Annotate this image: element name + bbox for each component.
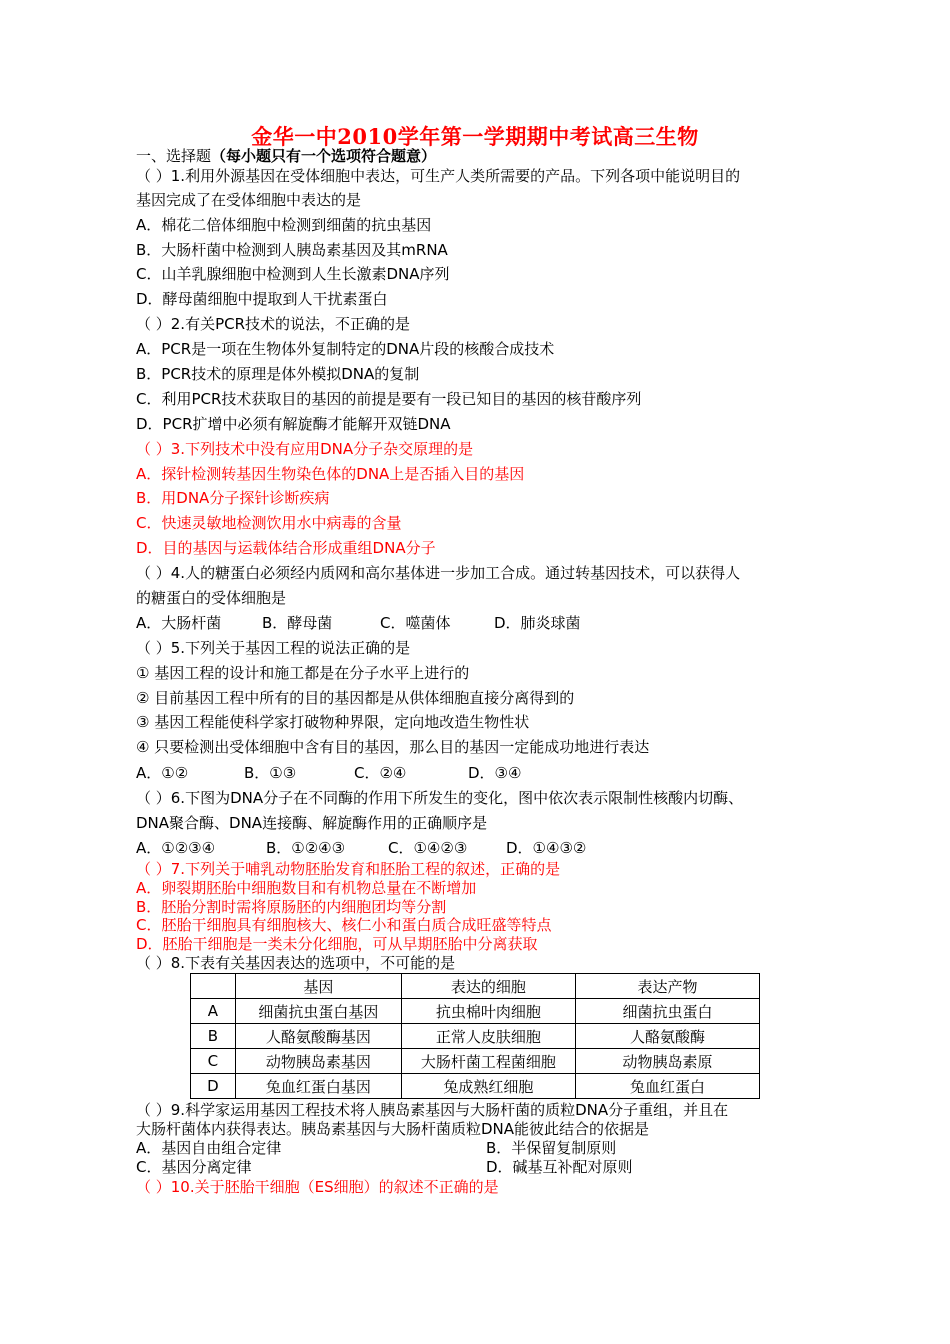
table-cell: C — [191, 1049, 236, 1074]
table-cell: A — [191, 999, 236, 1024]
q1-option-a: A．棉花二倍体细胞中检测到细菌的抗虫基因 — [136, 216, 432, 234]
section-label: 一、选择题 — [136, 147, 212, 165]
table-cell: 动物胰岛素原 — [575, 1049, 759, 1074]
table-cell: D — [191, 1074, 236, 1099]
q7-option-d: D．胚胎干细胞是一类未分化细胞，可从早期胚胎中分离获取 — [136, 935, 538, 953]
q2-stem: （ ）2.有关PCR技术的说法，不正确的是 — [136, 315, 411, 333]
q5-statement-2: ② 目前基因工程中所有的目的基因都是从供体细胞直接分离得到的 — [136, 689, 575, 707]
table-cell: 抗虫棉叶肉细胞 — [401, 999, 575, 1024]
table-cell: 细菌抗虫蛋白基因 — [235, 999, 401, 1024]
q7-option-b: B．胚胎分割时需将原肠胚的内细胞团均等分割 — [136, 898, 447, 916]
q6-option-a: A．①②③④ — [136, 839, 216, 857]
q4-option-d: D．肺炎球菌 — [494, 614, 581, 632]
q2-option-b: B．PCR技术的原理是体外模拟DNA的复制 — [136, 365, 420, 383]
q6-option-d: D．①④③② — [506, 839, 587, 857]
q9-stem-line1: （ ）9.科学家运用基因工程技术将人胰岛素基因与大肠杆菌的质粒DNA分子重组，并且在 — [136, 1101, 729, 1119]
q4-option-a: A．大肠杆菌 — [136, 614, 222, 632]
q2-option-a: A．PCR是一项在生物体外复制特定的DNA片段的核酸合成技术 — [136, 340, 555, 358]
table-cell: 大肠杆菌工程菌细胞 — [401, 1049, 575, 1074]
q4-stem-line2: 的糖蛋白的受体细胞是 — [136, 589, 287, 607]
q1-option-b: B．大肠杆菌中检测到人胰岛素基因及其mRNA — [136, 241, 448, 259]
table-row — [191, 1049, 760, 1074]
q5-option-b: B．①③ — [244, 764, 297, 782]
table-header-cell: 表达产物 — [575, 974, 759, 999]
q9-stem-line2: 大肠杆菌体内获得表达。胰岛素基因与大肠杆菌质粒DNA能彼此结合的依据是 — [136, 1120, 650, 1138]
q10-stem: （ ）10.关于胚胎干细胞（ES细胞）的叙述不正确的是 — [136, 1178, 499, 1196]
section-note: （每小题只有一个选项符合题意） — [211, 147, 437, 165]
q5-stem: （ ）5.下列关于基因工程的说法正确的是 — [136, 639, 411, 657]
page-title: 金华一中2010学年第一学期期中考试高三生物 — [251, 124, 699, 149]
table-cell: 细菌抗虫蛋白 — [575, 999, 759, 1024]
q9-option-c: C．基因分离定律 — [136, 1158, 252, 1176]
q1-stem-line2: 基因完成了在受体细胞中表达的是 — [136, 191, 362, 209]
q6-stem-line2: DNA聚合酶、DNA连接酶、解旋酶作用的正确顺序是 — [136, 814, 488, 832]
q1-option-d: D．酵母菌细胞中提取到人干扰素蛋白 — [136, 290, 388, 308]
q2-option-c: C．利用PCR技术获取目的基因的前提是要有一段已知目的基因的核苷酸序列 — [136, 390, 642, 408]
table-cell: 人酪氨酸酶 — [575, 1024, 759, 1049]
table-cell: 兔血红蛋白 — [575, 1074, 759, 1099]
q3-option-c: C．快速灵敏地检测饮用水中病毒的含量 — [136, 514, 402, 532]
q6-stem-line1: （ ）6.下图为DNA分子在不同酶的作用下所发生的变化，图中依次表示限制性核酸内切酶、 — [136, 789, 744, 807]
table-header-cell: 基因 — [235, 974, 401, 999]
q8-stem: （ ）8.下表有关基因表达的选项中，不可能的是 — [136, 954, 456, 972]
q3-option-a: A．探针检测转基因生物染色体的DNA上是否插入目的基因 — [136, 465, 525, 483]
q5-statement-3: ③ 基因工程能使科学家打破物种界限，定向地改造生物性状 — [136, 713, 530, 731]
q1-option-c: C．山羊乳腺细胞中检测到人生长激素DNA序列 — [136, 265, 450, 283]
table-cell: 兔血红蛋白基因 — [235, 1074, 401, 1099]
q3-option-d: D．目的基因与运载体结合形成重组DNA分子 — [136, 539, 436, 557]
table-row — [191, 1074, 760, 1099]
q2-option-d: D．PCR扩增中必须有解旋酶才能解开双链DNA — [136, 415, 451, 433]
table-header-row — [191, 974, 760, 999]
q5-option-d: D．③④ — [468, 764, 522, 782]
q4-option-c: C．噬菌体 — [380, 614, 451, 632]
table-cell: B — [191, 1024, 236, 1049]
gene-expression-table — [190, 973, 760, 1099]
table-row — [191, 999, 760, 1024]
table-cell: 动物胰岛素基因 — [235, 1049, 401, 1074]
q1-stem-line1: （ ）1.利用外源基因在受体细胞中表达，可生产人类所需要的产品。下列各项中能说明目的 — [136, 167, 741, 185]
table-header-cell: 表达的细胞 — [401, 974, 575, 999]
q3-option-b: B．用DNA分子探针诊断疾病 — [136, 489, 330, 507]
q5-statement-1: ① 基因工程的设计和施工都是在分子水平上进行的 — [136, 664, 470, 682]
q7-stem: （ ）7.下列关于哺乳动物胚胎发育和胚胎工程的叙述，正确的是 — [136, 860, 561, 878]
q9-option-d: D．碱基互补配对原则 — [486, 1158, 633, 1176]
section-heading — [136, 146, 436, 166]
table-cell: 兔成熟红细胞 — [401, 1074, 575, 1099]
q9-option-b: B．半保留复制原则 — [486, 1139, 617, 1157]
q5-option-a: A．①② — [136, 764, 189, 782]
q5-option-c: C．②④ — [354, 764, 407, 782]
q5-statement-4: ④ 只要检测出受体细胞中含有目的基因，那么目的基因一定能成功地进行表达 — [136, 738, 650, 756]
table-row — [191, 1024, 760, 1049]
q7-option-a: A．卵裂期胚胎中细胞数目和有机物总量在不断增加 — [136, 879, 477, 897]
q9-option-a: A．基因自由组合定律 — [136, 1139, 282, 1157]
table-cell: 人酪氨酸酶基因 — [235, 1024, 401, 1049]
q6-option-b: B．①②④③ — [266, 839, 346, 857]
table-header-cell — [191, 974, 236, 999]
q6-option-c: C．①④②③ — [388, 839, 468, 857]
q4-option-b: B．酵母菌 — [262, 614, 333, 632]
table-cell: 正常人皮肤细胞 — [401, 1024, 575, 1049]
q7-option-c: C．胚胎干细胞具有细胞核大、核仁小和蛋白质合成旺盛等特点 — [136, 916, 552, 934]
q3-stem: （ ）3.下列技术中没有应用DNA分子杂交原理的是 — [136, 440, 474, 458]
q4-stem-line1: （ ）4.人的糖蛋白必须经内质网和高尔基体进一步加工合成。通过转基因技术，可以获得人 — [136, 564, 741, 582]
